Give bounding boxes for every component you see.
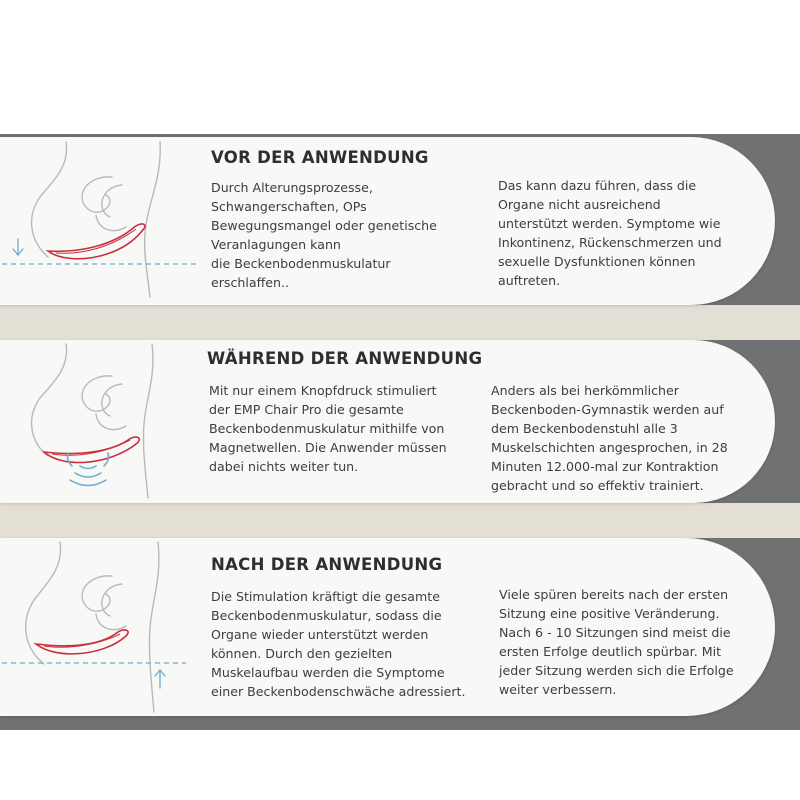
pelvic-floor-stimulation-icon	[0, 340, 200, 503]
pelvic-floor-strengthened-icon	[0, 538, 200, 716]
section-title: NACH DER ANWENDUNG	[211, 555, 443, 574]
strengthened-muscle-shape	[36, 630, 128, 654]
section-title: VOR DER ANWENDUNG	[211, 148, 429, 167]
section-left-text: Mit nur einem Knopfdruck stimuliert der EMP Chair Pro die gesamte Beckenbodenmuskulatur mithilfe von Magnetwellen. Die Anwender müssen dabei nichts weiter tun.	[209, 383, 447, 474]
section-left-text: Durch Alterungsprozesse, Schwangerschaften, OPs Bewegungsmangel oder genetische Veranlagungen kann die Beckenbodenmuskulatur erschlaffen..	[211, 180, 437, 290]
pelvic-floor-sagging-icon	[0, 137, 200, 305]
arrow-down-icon	[13, 239, 23, 255]
stimulated-muscle-shape	[44, 437, 139, 462]
beige-band-2	[0, 503, 800, 538]
section-after	[0, 538, 775, 716]
section-right-text: Viele spüren bereits nach der ersten Sitzung eine positive Veränderung. Nach 6 - 10 Sitzungen sind meist die ersten Erfolge deutlich spürbar. Mit jeder Sitzung werden sich die Erfolge weiter verbessern.	[499, 587, 734, 697]
section-before	[0, 137, 775, 305]
section-during	[0, 340, 775, 503]
arrow-up-icon	[155, 670, 165, 688]
section-right-text: Das kann dazu führen, dass die Organe nicht ausreichend unterstützt werden. Symptome wie Inkontinenz, Rückenschmerzen und sexuelle Dysfunktionen können auftreten.	[498, 178, 722, 288]
section-title: WÄHREND DER ANWENDUNG	[207, 349, 483, 368]
section-left-text: Die Stimulation kräftigt die gesamte Beckenbodenmuskulatur, sodass die Organe wieder unterstützt werden können. Durch den gezielten Muskelaufbau werden die Symptome einer Beckenbodenschwäche adressiert.	[211, 589, 466, 699]
section-right-text: Anders als bei herkömmlicher Beckenboden-Gymnastik werden auf dem Beckenbodenstuhl alle 3 Muskelschichten angesprochen, in 28 Minuten 12.000-mal zur Kontraktion gebracht und so effektiv trainiert.	[491, 383, 728, 493]
beige-band-1	[0, 305, 800, 340]
magnetic-waves-icon	[68, 453, 109, 486]
